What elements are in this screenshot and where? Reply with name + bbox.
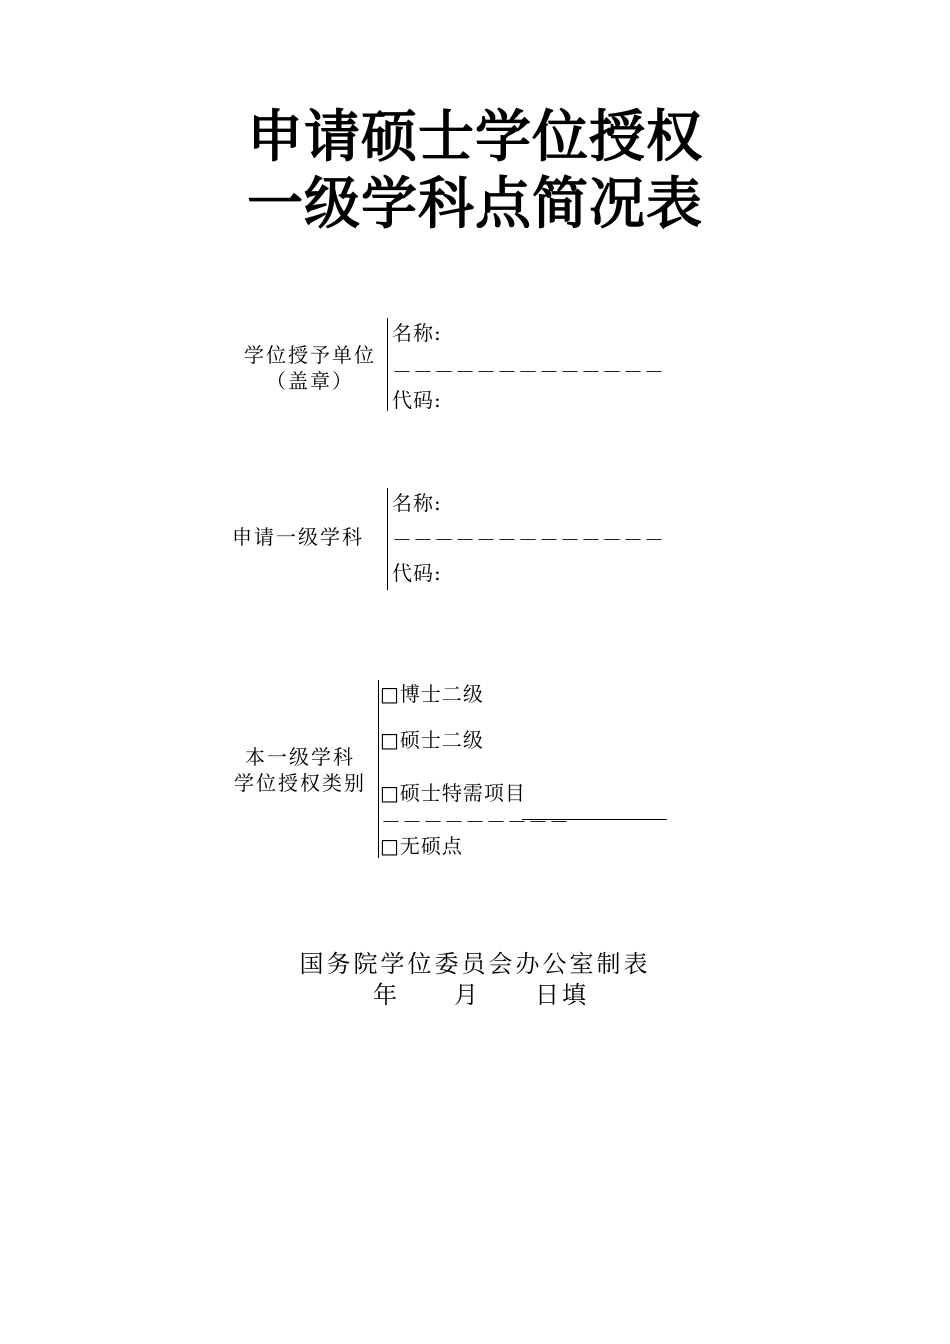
option-master-special-project-checkbox[interactable]: □硕士特需项目	[380, 781, 526, 805]
option-underline	[522, 819, 667, 820]
document-title-line2: 一级学科点简况表	[247, 172, 703, 237]
authorization-type-label	[228, 744, 372, 796]
authorization-type-label-line2: 学位授权类别	[234, 771, 366, 795]
unit-separator: －－－－－－－－－－－－－	[392, 360, 665, 384]
document-title-line1: 申请硕士学位授权	[247, 105, 703, 170]
option-master-level2-checkbox[interactable]: □硕士二级	[380, 728, 484, 752]
authorization-type-label-line1: 本一级学科	[245, 745, 355, 769]
discipline-separator: －－－－－－－－－－－－－	[392, 528, 665, 552]
option-no-master-checkbox[interactable]: □无硕点	[380, 834, 463, 858]
unit-name-field[interactable]: 名称:	[392, 321, 442, 345]
date-line: 年 月 日填	[373, 981, 589, 1009]
discipline-label: 申请一级学科	[232, 525, 364, 549]
section1-bracket	[387, 318, 388, 411]
option-doctor-level2-checkbox[interactable]: □博士二级	[380, 682, 484, 706]
unit-code-field[interactable]: 代码:	[392, 388, 442, 412]
degree-unit-label-line1: 学位授予单位	[244, 343, 376, 367]
discipline-code-field[interactable]: 代码:	[392, 561, 442, 585]
issuer-line: 国务院学位委员会办公室制表	[299, 950, 651, 978]
option-separator: －－－－－－－－－	[381, 810, 570, 834]
section2-bracket	[387, 488, 388, 590]
section3-bracket	[378, 680, 379, 858]
discipline-name-field[interactable]: 名称:	[392, 491, 442, 515]
degree-unit-label-line2: （盖章）	[266, 369, 354, 393]
degree-unit-label	[236, 342, 384, 394]
